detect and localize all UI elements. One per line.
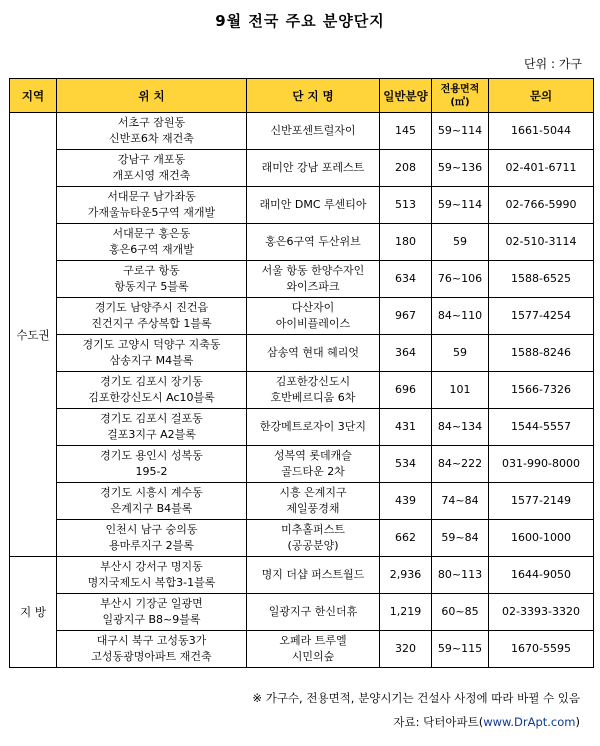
- location-cell: [57, 594, 247, 631]
- location-cell-line1: 서대문구 홍은동: [112, 227, 191, 240]
- location-cell-line2: 개포시영 재건축: [112, 169, 191, 182]
- complex-name-cell-line2: 호반베르디움 6차: [270, 391, 356, 404]
- complex-name-cell-line1: 삼송역 현대 헤리엇: [266, 346, 359, 359]
- complex-name-cell-line1: 오페라 트루엘: [279, 634, 347, 647]
- location-cell: [57, 261, 247, 298]
- complex-name-cell-line1: 래미안 DMC 루센티아: [259, 198, 367, 211]
- table-row: [10, 187, 594, 224]
- supply-cell: 534: [380, 446, 432, 483]
- complex-name-cell-line1: 한강메트로자이 3단지: [259, 420, 367, 433]
- location-cell-line2: 걸포3지구 A2블록: [107, 428, 196, 441]
- contact-cell: 1577-2149: [489, 483, 594, 520]
- source-url[interactable]: www.DrApt.com: [483, 715, 576, 729]
- header-supply: 일반분양: [380, 79, 432, 113]
- supply-table: [9, 78, 594, 668]
- location-cell-line2: 항동지구 5블록: [114, 280, 189, 293]
- complex-name-cell: [247, 113, 380, 150]
- area-cell: 84~222: [432, 446, 489, 483]
- location-cell: [57, 631, 247, 668]
- location-cell-line1: 경기도 남양주시 진건읍: [94, 301, 209, 314]
- table-row: [10, 557, 594, 594]
- complex-name-cell: [247, 187, 380, 224]
- contact-cell: 02-510-3114: [489, 224, 594, 261]
- complex-name-cell: [247, 557, 380, 594]
- header-contact: 문의: [489, 79, 594, 113]
- complex-name-cell-line1: 명지 더샵 퍼스트월드: [261, 568, 365, 581]
- area-cell: 84~134: [432, 409, 489, 446]
- table-row: [10, 298, 594, 335]
- area-cell: 59~114: [432, 113, 489, 150]
- table-row: [10, 594, 594, 631]
- table-row: [10, 150, 594, 187]
- supply-cell: 1,219: [380, 594, 432, 631]
- contact-cell: 1588-8246: [489, 335, 594, 372]
- supply-cell: 145: [380, 113, 432, 150]
- supply-cell: 696: [380, 372, 432, 409]
- complex-name-cell-line1: 시흥 은계지구: [279, 486, 347, 499]
- table-row: [10, 372, 594, 409]
- location-cell: [57, 557, 247, 594]
- complex-name-cell-line1: 신반포센트럴자이: [270, 124, 356, 137]
- contact-cell: 1566-7326: [489, 372, 594, 409]
- complex-name-cell-line2: 시민의숲: [291, 650, 335, 663]
- supply-cell: 320: [380, 631, 432, 668]
- complex-name-cell-line2: 제일풍경채: [286, 502, 340, 515]
- area-cell: 84~110: [432, 298, 489, 335]
- area-cell: 59~84: [432, 520, 489, 557]
- contact-cell: 1544-5557: [489, 409, 594, 446]
- location-cell: [57, 483, 247, 520]
- header-area-label: 전용면적: [440, 83, 480, 95]
- location-cell-line2: 신반포6차 재건축: [109, 132, 194, 145]
- area-cell: 59: [432, 224, 489, 261]
- location-cell-line2: 고성동광명아파트 재건축: [91, 650, 212, 663]
- complex-name-cell: [247, 261, 380, 298]
- source-line: [0, 714, 580, 730]
- contact-cell: 02-766-5990: [489, 187, 594, 224]
- complex-name-cell-line1: 서울 항동 한양수자인: [261, 264, 365, 277]
- complex-name-cell-line1: 미추홀퍼스트: [281, 523, 345, 536]
- supply-cell: 2,936: [380, 557, 432, 594]
- location-cell-line1: 부산시 기장군 일광면: [100, 597, 203, 610]
- location-cell: [57, 150, 247, 187]
- location-cell: [57, 520, 247, 557]
- complex-name-cell: [247, 150, 380, 187]
- header-area-unit: (㎡): [450, 96, 470, 108]
- header-region: 지역: [10, 79, 57, 113]
- complex-name-cell: [247, 483, 380, 520]
- contact-cell: 1670-5595: [489, 631, 594, 668]
- area-cell: 59: [432, 335, 489, 372]
- location-cell: [57, 372, 247, 409]
- location-cell: [57, 187, 247, 224]
- supply-cell: 208: [380, 150, 432, 187]
- complex-name-cell-line2: 아이비플레이스: [275, 317, 351, 330]
- supply-cell: 967: [380, 298, 432, 335]
- location-cell: [57, 335, 247, 372]
- contact-cell: 031-990-8000: [489, 446, 594, 483]
- location-cell-line1: 인천시 남구 숭의동: [105, 523, 198, 536]
- complex-name-cell-line1: 일광지구 한신더휴: [268, 605, 358, 618]
- area-cell: 59~136: [432, 150, 489, 187]
- contact-cell: 02-3393-3320: [489, 594, 594, 631]
- complex-name-cell: [247, 594, 380, 631]
- supply-cell: 634: [380, 261, 432, 298]
- location-cell-line2: 가재울뉴타운5구역 재개발: [87, 206, 216, 219]
- complex-name-cell-line1: 성복역 롯데캐슬: [274, 449, 352, 462]
- footnote: ※ 가구수, 전용면적, 분양시기는 건설사 사정에 따라 바뀔 수 있음: [252, 691, 580, 705]
- supply-cell: 513: [380, 187, 432, 224]
- table-row: [10, 224, 594, 261]
- location-cell-line1: 경기도 용인시 성복동: [100, 449, 203, 462]
- unit-label: 단위 : 가구: [523, 57, 582, 71]
- table-row: [10, 261, 594, 298]
- location-cell-line1: 경기도 김포시 걸포동: [100, 412, 203, 425]
- location-cell-line1: 대구시 북구 고성동3가: [96, 634, 207, 647]
- table-row: [10, 631, 594, 668]
- location-cell-line1: 강남구 개포동: [117, 153, 186, 166]
- contact-cell: 1588-6525: [489, 261, 594, 298]
- area-cell: 76~106: [432, 261, 489, 298]
- location-cell-line2: 김포한강신도시 Ac10블록: [88, 391, 215, 404]
- area-cell: 101: [432, 372, 489, 409]
- area-cell: 60~85: [432, 594, 489, 631]
- contact-cell: 1600-1000: [489, 520, 594, 557]
- location-cell-line2: 195-2: [135, 465, 168, 478]
- location-cell-line2: 명지국제도시 복합3-1블록: [87, 576, 216, 589]
- location-cell-line1: 부산시 강서구 명지동: [100, 560, 203, 573]
- complex-name-cell: [247, 520, 380, 557]
- location-cell-line2: 삼송지구 M4블록: [109, 354, 194, 367]
- supply-cell: 364: [380, 335, 432, 372]
- table-row: [10, 483, 594, 520]
- location-cell-line1: 경기도 고양시 덕양구 지축동: [82, 338, 221, 351]
- location-cell: [57, 224, 247, 261]
- table-body: [10, 113, 594, 668]
- location-cell: [57, 446, 247, 483]
- supply-cell: 439: [380, 483, 432, 520]
- area-cell: 59~114: [432, 187, 489, 224]
- area-cell: 80~113: [432, 557, 489, 594]
- location-cell: [57, 298, 247, 335]
- location-cell: [57, 409, 247, 446]
- complex-name-cell-line2: 와이즈파크: [286, 280, 340, 293]
- location-cell-line1: 서초구 잠원동: [117, 116, 186, 129]
- supply-cell: 180: [380, 224, 432, 261]
- table-row: [10, 113, 594, 150]
- complex-name-cell: [247, 631, 380, 668]
- area-cell: 59~115: [432, 631, 489, 668]
- contact-cell: 1661-5044: [489, 113, 594, 150]
- complex-name-cell-line1: 김포한강신도시: [275, 375, 351, 388]
- complex-name-cell-line2: (공공분양): [287, 539, 339, 552]
- location-cell-line1: 경기도 김포시 장기동: [100, 375, 203, 388]
- region-cell: 수도권: [10, 113, 57, 557]
- contact-cell: 1644-9050: [489, 557, 594, 594]
- area-cell: 74~84: [432, 483, 489, 520]
- contact-cell: 1577-4254: [489, 298, 594, 335]
- header-area: [432, 79, 489, 113]
- complex-name-cell-line1: 래미안 강남 포레스트: [261, 161, 365, 174]
- location-cell-line2: 은계지구 B4블록: [110, 502, 193, 515]
- supply-cell: 662: [380, 520, 432, 557]
- location-cell-line2: 일광지구 B8~9블록: [102, 613, 201, 626]
- location-cell-line1: 서대문구 남가좌동: [107, 190, 196, 203]
- source-prefix: 자료: 닥터아파트(: [393, 715, 484, 729]
- complex-name-cell: [247, 372, 380, 409]
- location-cell-line1: 경기도 시흥시 계수동: [100, 486, 203, 499]
- location-cell-line2: 진건지구 주상복합 1블록: [91, 317, 212, 330]
- table-row: [10, 409, 594, 446]
- location-cell-line2: 홍은6구역 재개발: [109, 243, 194, 256]
- complex-name-cell-line2: 골드타운 2차: [281, 465, 345, 478]
- header-location: 위 치: [57, 79, 247, 113]
- page-title: 9월 전국 주요 분양단지: [215, 12, 385, 30]
- complex-name-cell: [247, 409, 380, 446]
- location-cell-line1: 구로구 항동: [123, 264, 180, 277]
- table-row: [10, 520, 594, 557]
- contact-cell: 02-401-6711: [489, 150, 594, 187]
- supply-cell: 431: [380, 409, 432, 446]
- region-cell: 지 방: [10, 557, 57, 668]
- complex-name-cell: [247, 335, 380, 372]
- complex-name-cell-line1: 홍은6구역 두산위브: [265, 235, 361, 248]
- table-row: [10, 446, 594, 483]
- table-header-row: [10, 79, 594, 113]
- complex-name-cell: [247, 298, 380, 335]
- complex-name-cell-line1: 다산자이: [291, 301, 335, 314]
- table-row: [10, 335, 594, 372]
- complex-name-cell: [247, 224, 380, 261]
- header-complex: 단 지 명: [247, 79, 380, 113]
- location-cell-line2: 용마루지구 2블록: [109, 539, 194, 552]
- complex-name-cell: [247, 446, 380, 483]
- location-cell: [57, 113, 247, 150]
- source-suffix: ): [575, 715, 580, 729]
